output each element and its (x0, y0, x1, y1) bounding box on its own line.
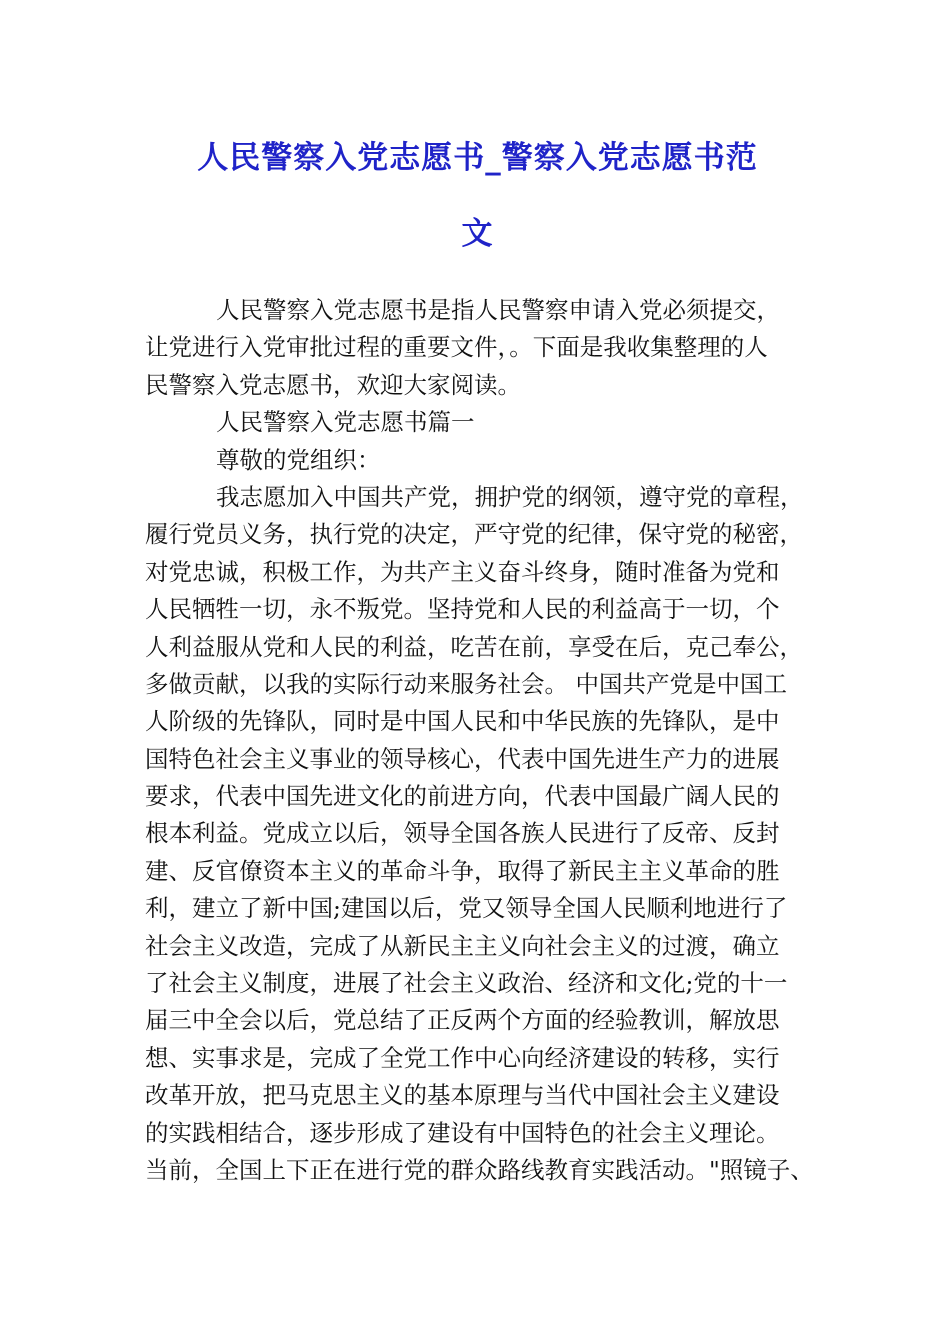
body-text-line: 国特色社会主义事业的领导核心，代表中国先进生产力的进展 (145, 744, 780, 773)
body-text-line: 的实践相结合，逐步形成了建设有中国特色的社会主义理论。 (145, 1118, 780, 1147)
body-text-line: 我志愿加入中国共产党，拥护党的纲领，遵守党的章程， (216, 482, 804, 511)
body-text-line: 了社会主义制度，进展了社会主义政治、经济和文化;党的十一 (145, 969, 788, 998)
body-text-line: 民警察入党志愿书，欢迎大家阅读。 (145, 370, 521, 399)
body-text-line: 多做贡献，以我的实际行动来服务社会。 中国共产党是中国工 (145, 669, 787, 698)
body-text-line: 建、反官僚资本主义的革命斗争，取得了新民主主义革命的胜 (145, 856, 780, 885)
document-title-line-2: 文 (461, 216, 494, 252)
body-text-line: 想、实事求是，完成了全党工作中心向经济建设的转移，实行 (145, 1043, 780, 1072)
body-text-line: 利，建立了新中国;建国以后，党又领导全国人民顺利地进行了 (145, 894, 788, 923)
body-text-line: 届三中全会以后，党总结了正反两个方面的经验教训，解放思 (145, 1006, 780, 1035)
document-body (145, 292, 825, 1189)
body-text-line: 对党忠诚，积极工作，为共产主义奋斗终身，随时准备为党和 (145, 557, 780, 586)
body-text-line: 人利益服从党和人民的利益，吃苦在前，享受在后，克己奉公， (145, 632, 803, 661)
body-text-line: 人民警察入党志愿书是指人民警察申请入党必须提交， (216, 296, 780, 324)
body-text-line: 尊敬的党组织： (216, 445, 381, 474)
body-text-line: 人民牺牲一切，永不叛党。坚持党和人民的利益高于一切，个 (145, 595, 780, 624)
body-text-line: 根本利益。党成立以后，领导全国各族人民进行了反帝、反封 (145, 819, 780, 848)
body-text-line: 社会主义改造，完成了从新民主主义向社会主义的过渡，确立 (145, 931, 780, 960)
body-text-line: 让党进行入党审批过程的重要文件，。下面是我收集整理的人 (145, 333, 768, 362)
document-title-line-1: 人民警察入党志愿书_警察入党志愿书范 (197, 140, 758, 176)
body-text-line: 改革开放，把马克思主义的基本原理与当代中国社会主义建设 (145, 1081, 780, 1110)
body-text-line: 履行党员义务，执行党的决定，严守党的纪律，保守党的秘密， (145, 520, 803, 549)
body-text-line: 当前，全国上下正在进行党的群众路线教育实践活动。"照镜子、 (145, 1155, 814, 1184)
body-text-line: 人阶级的先锋队，同时是中国人民和中华民族的先锋队，是中 (145, 707, 780, 736)
body-text-line: 要求，代表中国先进文化的前进方向，代表中国最广阔人民的 (145, 782, 780, 811)
body-text-line: 人民警察入党志愿书篇一 (216, 408, 475, 437)
